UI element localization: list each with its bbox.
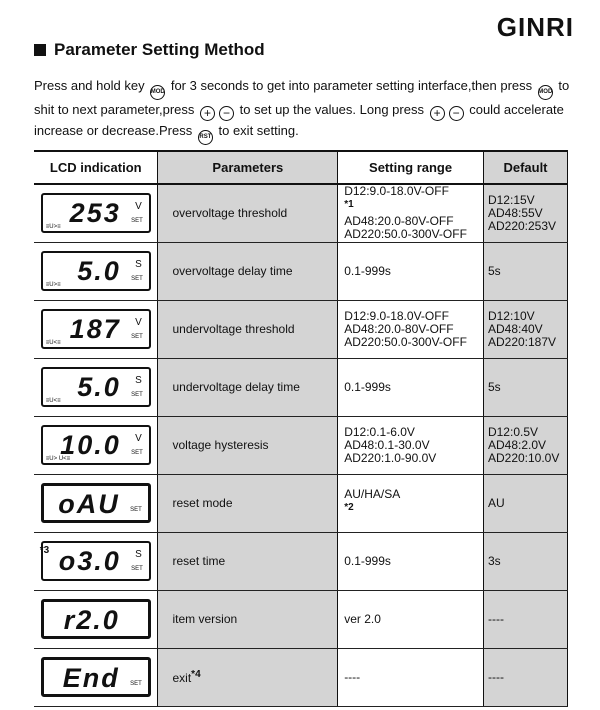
default-cell [483,648,567,706]
instr-text: to set up the values. Long press [239,102,424,117]
default-cell [483,358,567,416]
brand-logo: GINRI [496,12,574,42]
range-line [344,336,477,349]
parameter-cell [158,300,338,358]
lcd-set-label: SET [130,681,142,687]
range-text: AD48:0.1-30.0V [344,437,430,452]
lcd-display [41,541,151,581]
plus-key-icon: + [200,106,215,121]
range-cell [338,300,484,358]
range-text: AD48:20.0-80V-OFF [344,214,454,229]
default-cell [483,474,567,532]
parameter-name: undervoltage threshold [172,322,295,336]
lcd-display [41,425,151,465]
lcd-display [41,657,151,697]
range-cell [338,590,484,648]
table-row [34,358,568,416]
default-text: AD48:40V [487,321,543,336]
lcd-unit: S [135,549,142,560]
default-text: ---- [487,611,504,626]
lcd-cell [34,648,158,706]
lcd-digits: 253 [69,198,121,229]
lcd-cell [34,184,158,242]
default-text: D12:15V [487,192,535,207]
header-lcd: LCD indication [34,151,158,184]
default-text: 5s [487,379,501,394]
mod-key-icon: MOD [150,85,165,100]
range-text: ver 2.0 [344,611,381,626]
range-text: AU/HA/SA [344,487,401,501]
range-line [344,310,477,323]
lcd-display [41,483,151,523]
parameter-cell [158,648,338,706]
lcd-digits: 187 [69,314,121,344]
default-text: AD220:187V [487,334,557,349]
lcd-unit: S [135,375,142,386]
range-cell [338,184,484,242]
range-text: AD220:1.0-90.0V [344,450,437,465]
default-cell [483,300,567,358]
lcd-cell [34,590,158,648]
lcd-cell [34,532,158,590]
table-row [34,532,568,590]
parameter-name: reset time [172,554,226,568]
default-text: AD48:2.0V [487,437,547,452]
header-default: Default [483,151,567,184]
instr-text: Press and hold key [34,78,145,93]
lcd-footnote: *3 [39,545,50,556]
default-text: D12:0.5V [487,424,539,439]
default-text: AD220:10.0V [487,450,560,465]
range-text: D12:9.0-18.0V-OFF [344,184,449,199]
lcd-indicator: ≡U>≡ [45,224,61,231]
lcd-cell [34,416,158,474]
instructions-paragraph [34,76,584,145]
table-row [34,242,568,300]
instr-text: for 3 seconds to get into parameter setting interface,then press [170,78,533,93]
default-text: D12:10V [487,308,535,323]
range-line [344,555,477,568]
range-line [344,381,477,394]
lcd-cell [34,474,158,532]
lcd-unit: V [135,317,142,328]
range-line [344,671,477,684]
lcd-indicator: ≡U<≡ [45,340,61,346]
range-text: D12:0.1-6.0V [344,424,415,439]
table-header-row [34,151,568,184]
default-text: 5s [487,263,501,278]
lcd-digits: 5.0 [77,256,121,286]
lcd-display [41,251,151,291]
default-text: AD220:253V [487,218,557,233]
lcd-unit: V [135,201,142,213]
parameter-name: overvoltage delay time [172,264,293,278]
default-text: AU [487,495,505,510]
range-cell [338,648,484,706]
range-line [344,228,477,241]
parameter-name: overvoltage threshold [172,206,288,221]
lcd-unit: S [135,259,142,270]
lcd-set-label: SET [131,392,143,398]
lcd-display [41,367,151,407]
default-cell [483,416,567,474]
range-text: 0.1-999s [344,263,391,278]
instr-text: to shit to next parameter,press [34,78,570,117]
range-cell [338,416,484,474]
parameter-footnote: *4 [191,669,201,680]
range-cell [338,358,484,416]
table-row [34,300,568,358]
lcd-indicator: ≡U<≡ [45,398,61,404]
range-cell [338,474,484,532]
lcd-display [41,599,151,639]
default-text: AD48:55V [487,205,543,220]
lcd-set-label: SET [131,218,143,225]
lcd-set-label: SET [131,566,143,572]
minus-key-icon: − [219,106,234,121]
parameter-name: reset mode [172,496,233,510]
default-text: ---- [487,669,504,684]
parameter-name: exit [172,671,192,685]
parameter-name: item version [172,612,238,626]
section-heading [34,40,265,60]
range-line [344,265,477,278]
lcd-display [41,309,151,349]
parameter-cell [158,474,338,532]
range-line [344,323,477,336]
table-row [34,184,568,242]
lcd-set-label: SET [131,276,143,282]
lcd-set-label: SET [130,507,142,513]
parameter-name: undervoltage delay time [172,380,300,394]
lcd-indicator: ≡U> U<≡ [45,456,71,462]
range-footnote: *1 [344,199,354,211]
lcd-cell [34,242,158,300]
lcd-unit: V [135,433,142,444]
range-text: 0.1-999s [344,553,391,568]
range-cell [338,532,484,590]
range-line [344,185,477,215]
range-text: AD220:50.0-300V-OFF [344,227,467,242]
parameter-cell [158,532,338,590]
range-line [344,613,477,626]
lcd-digits: o3.0 [58,546,121,576]
lcd-indicator: ≡U>≡ [45,282,61,288]
minus-key-icon: − [449,106,464,121]
parameter-cell [158,184,338,242]
header-parameters: Parameters [158,151,338,184]
header-range: Setting range [338,151,484,184]
lcd-digits: 5.0 [77,372,121,402]
default-text: 3s [487,553,501,568]
lcd-display [41,193,151,233]
instr-text: to exit setting. [218,123,299,138]
lcd-digits: oAU [58,489,120,519]
lcd-cell [34,358,158,416]
parameter-name: voltage hysteresis [172,438,269,452]
range-text: D12:9.0-18.0V-OFF [344,308,449,323]
lcd-digits: End [62,663,120,693]
range-text: 0.1-999s [344,379,391,394]
default-cell [483,532,567,590]
parameter-cell [158,358,338,416]
range-text: AD220:50.0-300V-OFF [344,334,467,349]
range-line [344,426,477,439]
table-row [34,590,568,648]
lcd-set-label: SET [131,334,143,340]
default-cell [483,242,567,300]
table-row [34,474,568,532]
range-text: AD48:20.0-80V-OFF [344,321,454,336]
mod-key-icon: MOD [538,85,553,100]
plus-key-icon: + [430,106,445,121]
lcd-digits: r2.0 [63,605,120,635]
parameter-cell [158,416,338,474]
range-text: ---- [344,669,361,684]
default-cell [483,184,567,242]
bullet-square-icon [34,44,46,56]
section-title: Parameter Setting Method [54,40,265,59]
parameter-cell [158,242,338,300]
rst-key-icon: RST [198,130,213,145]
lcd-digits: 10.0 [60,430,121,460]
parameter-table [34,150,568,707]
default-cell [483,590,567,648]
lcd-set-label: SET [131,450,143,456]
range-line [344,488,477,518]
parameter-cell [158,590,338,648]
range-line [344,439,477,452]
range-cell [338,242,484,300]
range-footnote: *2 [344,502,354,513]
table-row [34,416,568,474]
range-line [344,452,477,465]
table-row [34,648,568,706]
instr-text: could accelerate increase or decrease.Press [34,102,564,138]
lcd-cell [34,300,158,358]
